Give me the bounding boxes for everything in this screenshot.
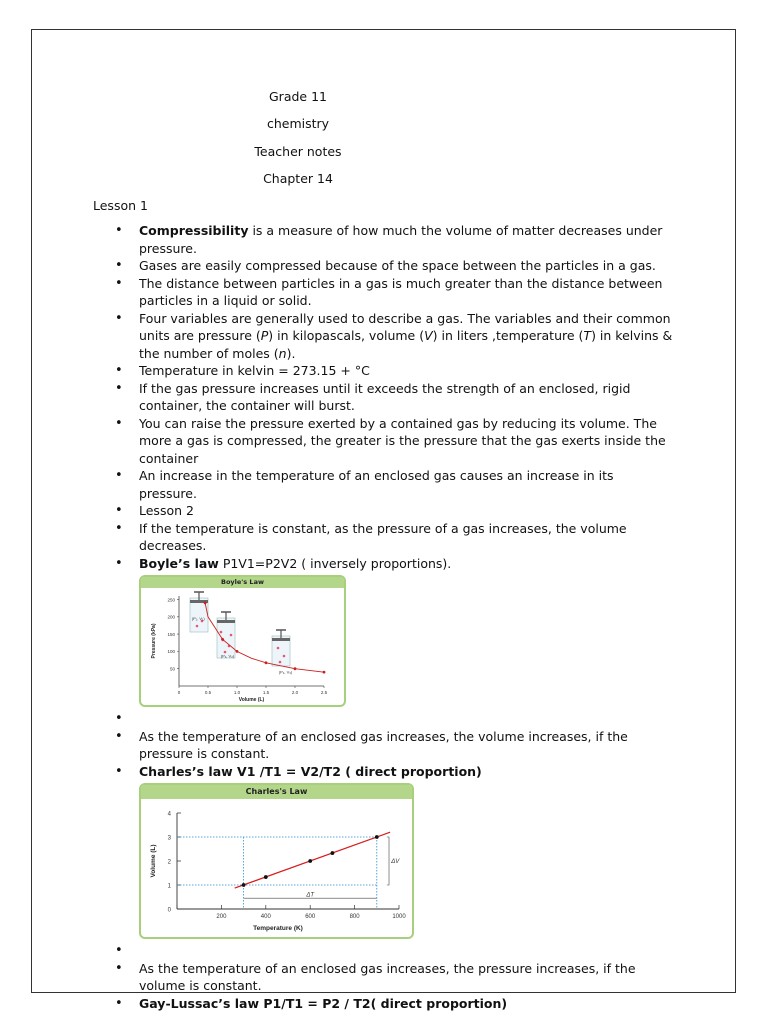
term-compressibility: Compressibility: [139, 223, 249, 238]
y-tick-label: 3: [167, 835, 171, 842]
list-item: [115, 995, 675, 1013]
delta-t-label: ΔT: [306, 892, 315, 899]
x-tick-label: 600: [305, 914, 316, 920]
gas-particle: [283, 655, 286, 658]
list-item-text: is a measure of how much the volume of matter decreases under pressure.: [139, 223, 663, 256]
notes-list: [115, 222, 675, 1012]
list-item: [115, 763, 675, 940]
data-point: [323, 671, 326, 674]
x-tick-label: 400: [260, 914, 271, 920]
data-point: [242, 883, 246, 887]
boyles-law-figure: [139, 575, 346, 707]
doc-type-title: Teacher notes: [254, 144, 342, 159]
charles-law-chart: [141, 799, 412, 937]
list-item-text: As the temperature of an enclosed gas increases, the pressure increases, if the volume is constant.: [139, 960, 636, 993]
delta-v-label: ΔV: [391, 859, 400, 865]
grade-title: Grade 11: [269, 89, 327, 104]
list-item-text: Gases are easily compressed because of the space between the particles in a gas.: [139, 258, 656, 273]
data-point: [236, 650, 239, 653]
x-tick-label: 1000: [392, 914, 406, 920]
y-tick-label: 250: [167, 597, 175, 603]
list-item-text: You can raise the pressure exerted by a contained gas by reducing its volume. The more a gas is compressed, the greater is the pressure that the gas exerts inside the container: [139, 415, 666, 466]
x-tick-label: 2.0: [291, 690, 299, 695]
list-item: [115, 555, 675, 708]
point-label-3: (P₃, V₃): [278, 669, 293, 675]
list-item: [115, 415, 675, 468]
x-tick-label: 800: [349, 914, 360, 920]
boyles-law-chart: [141, 588, 344, 705]
gas-particle: [220, 631, 223, 634]
var-t: T: [583, 328, 592, 343]
chapter-title: Chapter 14: [263, 171, 333, 186]
figure-title: Boyle's Law: [141, 577, 344, 588]
gas-particle: [277, 647, 280, 650]
list-item: [115, 380, 675, 415]
var-p: P: [260, 328, 269, 343]
y-tick-label: 100: [167, 649, 175, 655]
list-item-text: As the temperature of an enclosed gas increases, the volume increases, if the pressure is constant.: [139, 728, 628, 761]
y-tick-label: 0: [167, 907, 171, 914]
list-item-text: An increase in the temperature of an enclosed gas causes an increase in its pressure.: [139, 468, 614, 501]
var-v: V: [424, 328, 433, 343]
subject-title: chemistry: [266, 116, 330, 131]
list-item-text: If the temperature is constant, as the pressure of a gas increases, the volume decreases.: [139, 520, 627, 553]
point-label-2: (P₂, V₂): [220, 653, 235, 659]
y-tick-label: 50: [169, 666, 175, 672]
lesson-1-heading: Lesson 1: [93, 198, 148, 213]
list-item-text: Lesson 2: [139, 503, 194, 518]
list-item-text: P1V1=P2V2 ( inversely proportions).: [218, 555, 452, 571]
data-point: [294, 667, 297, 670]
list-item-text: ) in kelvins & the number of moles (: [139, 328, 673, 361]
list-item-text: ) in kilopascals, volume (: [268, 328, 425, 343]
list-item: [115, 467, 675, 502]
x-tick-label: 200: [216, 914, 227, 920]
data-point: [264, 875, 268, 879]
x-tick-label: 1.5: [262, 690, 270, 695]
term-boyles-law: Boyle’s law: [139, 555, 219, 571]
charles-law-figure: [139, 783, 414, 939]
list-item: [115, 728, 675, 763]
list-item-text: ).: [286, 345, 296, 361]
x-axis-label: Temperature (K): [253, 925, 303, 932]
list-item: [115, 310, 675, 363]
y-tick-label: 4: [167, 811, 171, 818]
y-tick-label: 2: [167, 859, 171, 866]
list-item: [115, 710, 675, 728]
x-tick-label: 0.5: [204, 690, 212, 695]
y-axis-label: Pressure (kPa): [151, 623, 157, 659]
list-item-text: The distance between particles in a gas is much greater than the distance between particles in a liquid or solid.: [139, 275, 663, 308]
x-tick-label: 2.5: [320, 690, 328, 695]
piston-cylinder-2-piston: [217, 620, 235, 623]
var-n: n: [278, 345, 287, 361]
figure-title: Charles's Law: [141, 785, 412, 799]
y-tick-label: 1: [167, 883, 171, 890]
term-charles-law: Charles’s law V1 /T1 = V2/T2 ( direct proportion): [139, 763, 482, 779]
piston-cylinder-3-piston: [272, 638, 290, 641]
list-item-text: ) in liters ,temperature (: [432, 328, 584, 343]
list-item: [115, 257, 675, 275]
data-point: [375, 835, 379, 839]
list-item: [115, 362, 675, 380]
data-point: [221, 638, 224, 641]
list-item: [115, 942, 675, 960]
y-tick-label: 150: [167, 631, 175, 637]
list-item: [115, 960, 675, 995]
data-point: [331, 851, 335, 855]
point-label-1: (P₁, V₁): [191, 616, 205, 622]
charles-line: [235, 832, 390, 888]
list-item-text: If the gas pressure increases until it exceeds the strength of an enclosed, rigid container, the container will burst.: [139, 380, 631, 413]
data-point: [308, 859, 312, 863]
x-tick-label: 0: [177, 690, 181, 695]
term-gay-lussac-law: Gay-Lussac’s law P1/T1 = P2 / T2( direct proportion): [139, 995, 508, 1011]
y-axis-label: Volume (L): [150, 844, 157, 878]
x-tick-label: 1.0: [233, 690, 241, 695]
gas-particle: [279, 661, 282, 664]
list-item: [115, 520, 675, 555]
y-tick-label: 200: [167, 614, 175, 620]
list-item: [115, 275, 675, 310]
list-item-text: Four variables are generally used to describe a gas. The variables and their common units are pressure (: [139, 310, 671, 343]
list-item-text: Temperature in kelvin = 273.15 + °C: [139, 363, 370, 378]
gas-particle: [230, 634, 233, 637]
data-point: [204, 602, 207, 605]
list-item: [115, 222, 675, 257]
gas-particle: [196, 625, 199, 628]
list-item: [115, 502, 675, 520]
x-axis-label: Volume (L): [238, 697, 265, 703]
data-point: [265, 661, 268, 664]
delta-v-bracket: [387, 837, 389, 885]
